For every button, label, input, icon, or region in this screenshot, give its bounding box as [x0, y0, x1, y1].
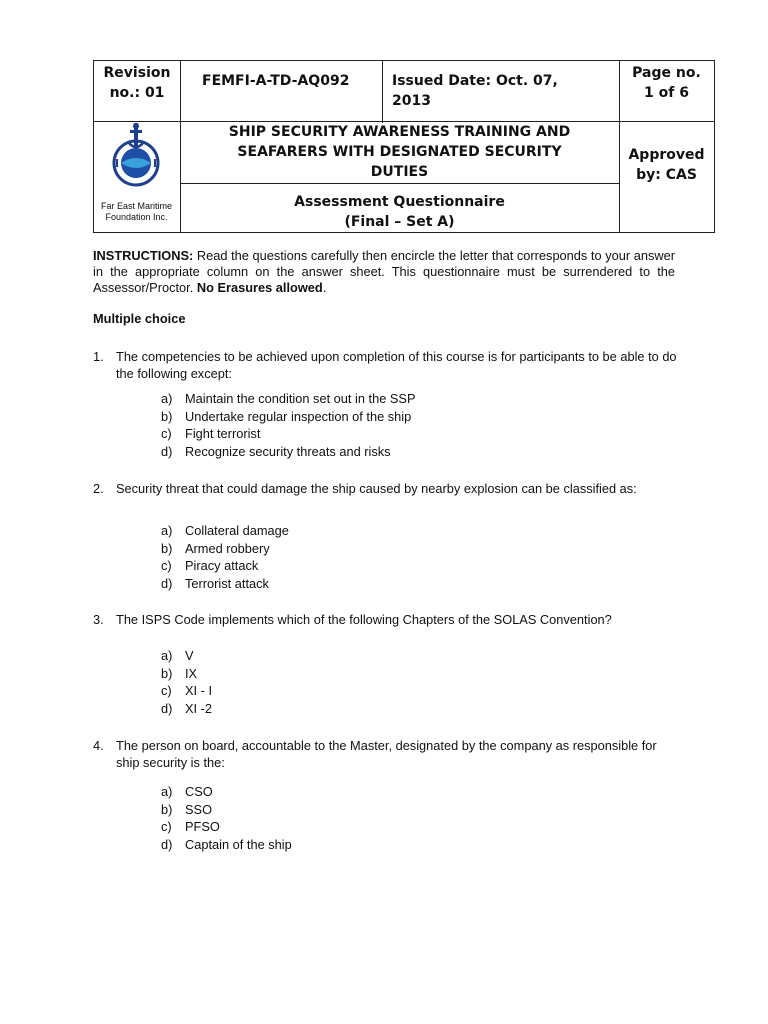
option-text: IX — [185, 665, 198, 681]
question-text: The competencies to be achieved upon completion of this course is for participants to be able to do the following except: — [116, 349, 677, 381]
course-title-line2: SEAFARERS WITH DESIGNATED SECURITY — [237, 144, 562, 160]
logo-cell — [95, 121, 178, 232]
doc-code: FEMFI-A-TD-AQ092 — [202, 73, 350, 89]
revision-cell — [94, 63, 180, 103]
option-letter: a) — [161, 391, 173, 406]
question-number: 2. — [93, 481, 104, 496]
option-text: Terrorist attack — [185, 576, 269, 592]
option-letter: a) — [161, 784, 173, 799]
document-title-line2: (Final – Set A) — [344, 214, 455, 230]
question-text: The person on board, accountable to the Master, designated by the company as responsible for ship security is the: — [116, 738, 657, 770]
question-text: The ISPS Code implements which of the following Chapters of the SOLAS Convention? — [116, 612, 612, 627]
option-text: Armed robbery — [185, 540, 270, 556]
page-value: 1 of 6 — [644, 85, 689, 101]
option-text: XI - I — [185, 683, 213, 699]
option-text: CSO — [185, 784, 213, 799]
issued-date-line2: 2013 — [392, 93, 431, 109]
logo-caption-line2: Foundation Inc. — [105, 212, 168, 222]
page-label: Page no. — [632, 65, 701, 81]
approved-line1: Approved — [628, 147, 705, 163]
option-letter: d) — [161, 576, 173, 592]
option-letter: c) — [161, 426, 172, 442]
course-title-line3: DUTIES — [370, 164, 429, 180]
page-number-cell — [619, 63, 714, 103]
option-letter: d) — [161, 837, 173, 853]
logo-caption — [95, 201, 178, 223]
option-letter: d) — [161, 444, 173, 460]
instructions-paragraph — [93, 248, 675, 296]
option-letter: a) — [161, 523, 173, 538]
option-text: Fight terrorist — [185, 426, 261, 442]
question-number: 3. — [93, 612, 104, 627]
option-text: PFSO — [185, 819, 220, 835]
option-text: XI -2 — [185, 701, 213, 717]
issued-date — [392, 71, 617, 111]
section-title: Multiple choice — [93, 311, 186, 326]
course-title — [180, 121, 619, 182]
option-letter: b) — [161, 408, 173, 424]
option-text: Piracy attack — [185, 558, 259, 574]
option-letter: b) — [161, 801, 173, 817]
option-text: Recognize security threats and risks — [185, 444, 391, 460]
document-title-line1: Assessment Questionnaire — [294, 194, 505, 210]
option-letter: c) — [161, 683, 172, 699]
issued-date-line1: Issued Date: Oct. 07, — [392, 73, 558, 89]
course-title-line1: SHIP SECURITY AWARENESS TRAINING AND — [228, 124, 571, 140]
instructions-end: . — [322, 280, 327, 295]
instructions-label: INSTRUCTIONS: — [93, 248, 194, 263]
revision-label: Revision — [103, 65, 171, 81]
option-text: Captain of the ship — [185, 837, 292, 853]
option-letter: a) — [161, 648, 173, 663]
question-number: 4. — [93, 738, 104, 753]
instructions-text: Read the questions carefully then encircle the letter that corresponds to your answer in the appropriate column on the answer sheet. This questionnaire must be surrendered to the Assessor/Proctor. — [93, 248, 675, 295]
option-text: SSO — [185, 801, 213, 817]
option-text: V — [185, 648, 194, 663]
option-letter: d) — [161, 701, 173, 717]
option-text: Collateral damage — [185, 523, 289, 538]
approved-line2: by: CAS — [636, 167, 697, 183]
option-letter: c) — [161, 558, 172, 574]
approved-by — [619, 145, 714, 185]
document-title — [180, 192, 619, 232]
revision-value: no.: 01 — [109, 85, 165, 101]
option-letter: b) — [161, 665, 173, 681]
instructions-emphasis: No Erasures allowed — [196, 280, 323, 295]
option-letter: c) — [161, 819, 172, 835]
foundation-logo-icon — [105, 121, 167, 187]
question-text: Security threat that could damage the ship caused by nearby explosion can be classified as: — [116, 481, 637, 496]
option-text: Undertake regular inspection of the ship — [185, 408, 412, 424]
header-table — [93, 60, 715, 233]
logo-caption-line1: Far East Maritime — [100, 201, 172, 211]
option-text: Maintain the condition set out in the SSP — [185, 391, 416, 406]
question-number: 1. — [93, 349, 104, 364]
option-letter: b) — [161, 540, 173, 556]
